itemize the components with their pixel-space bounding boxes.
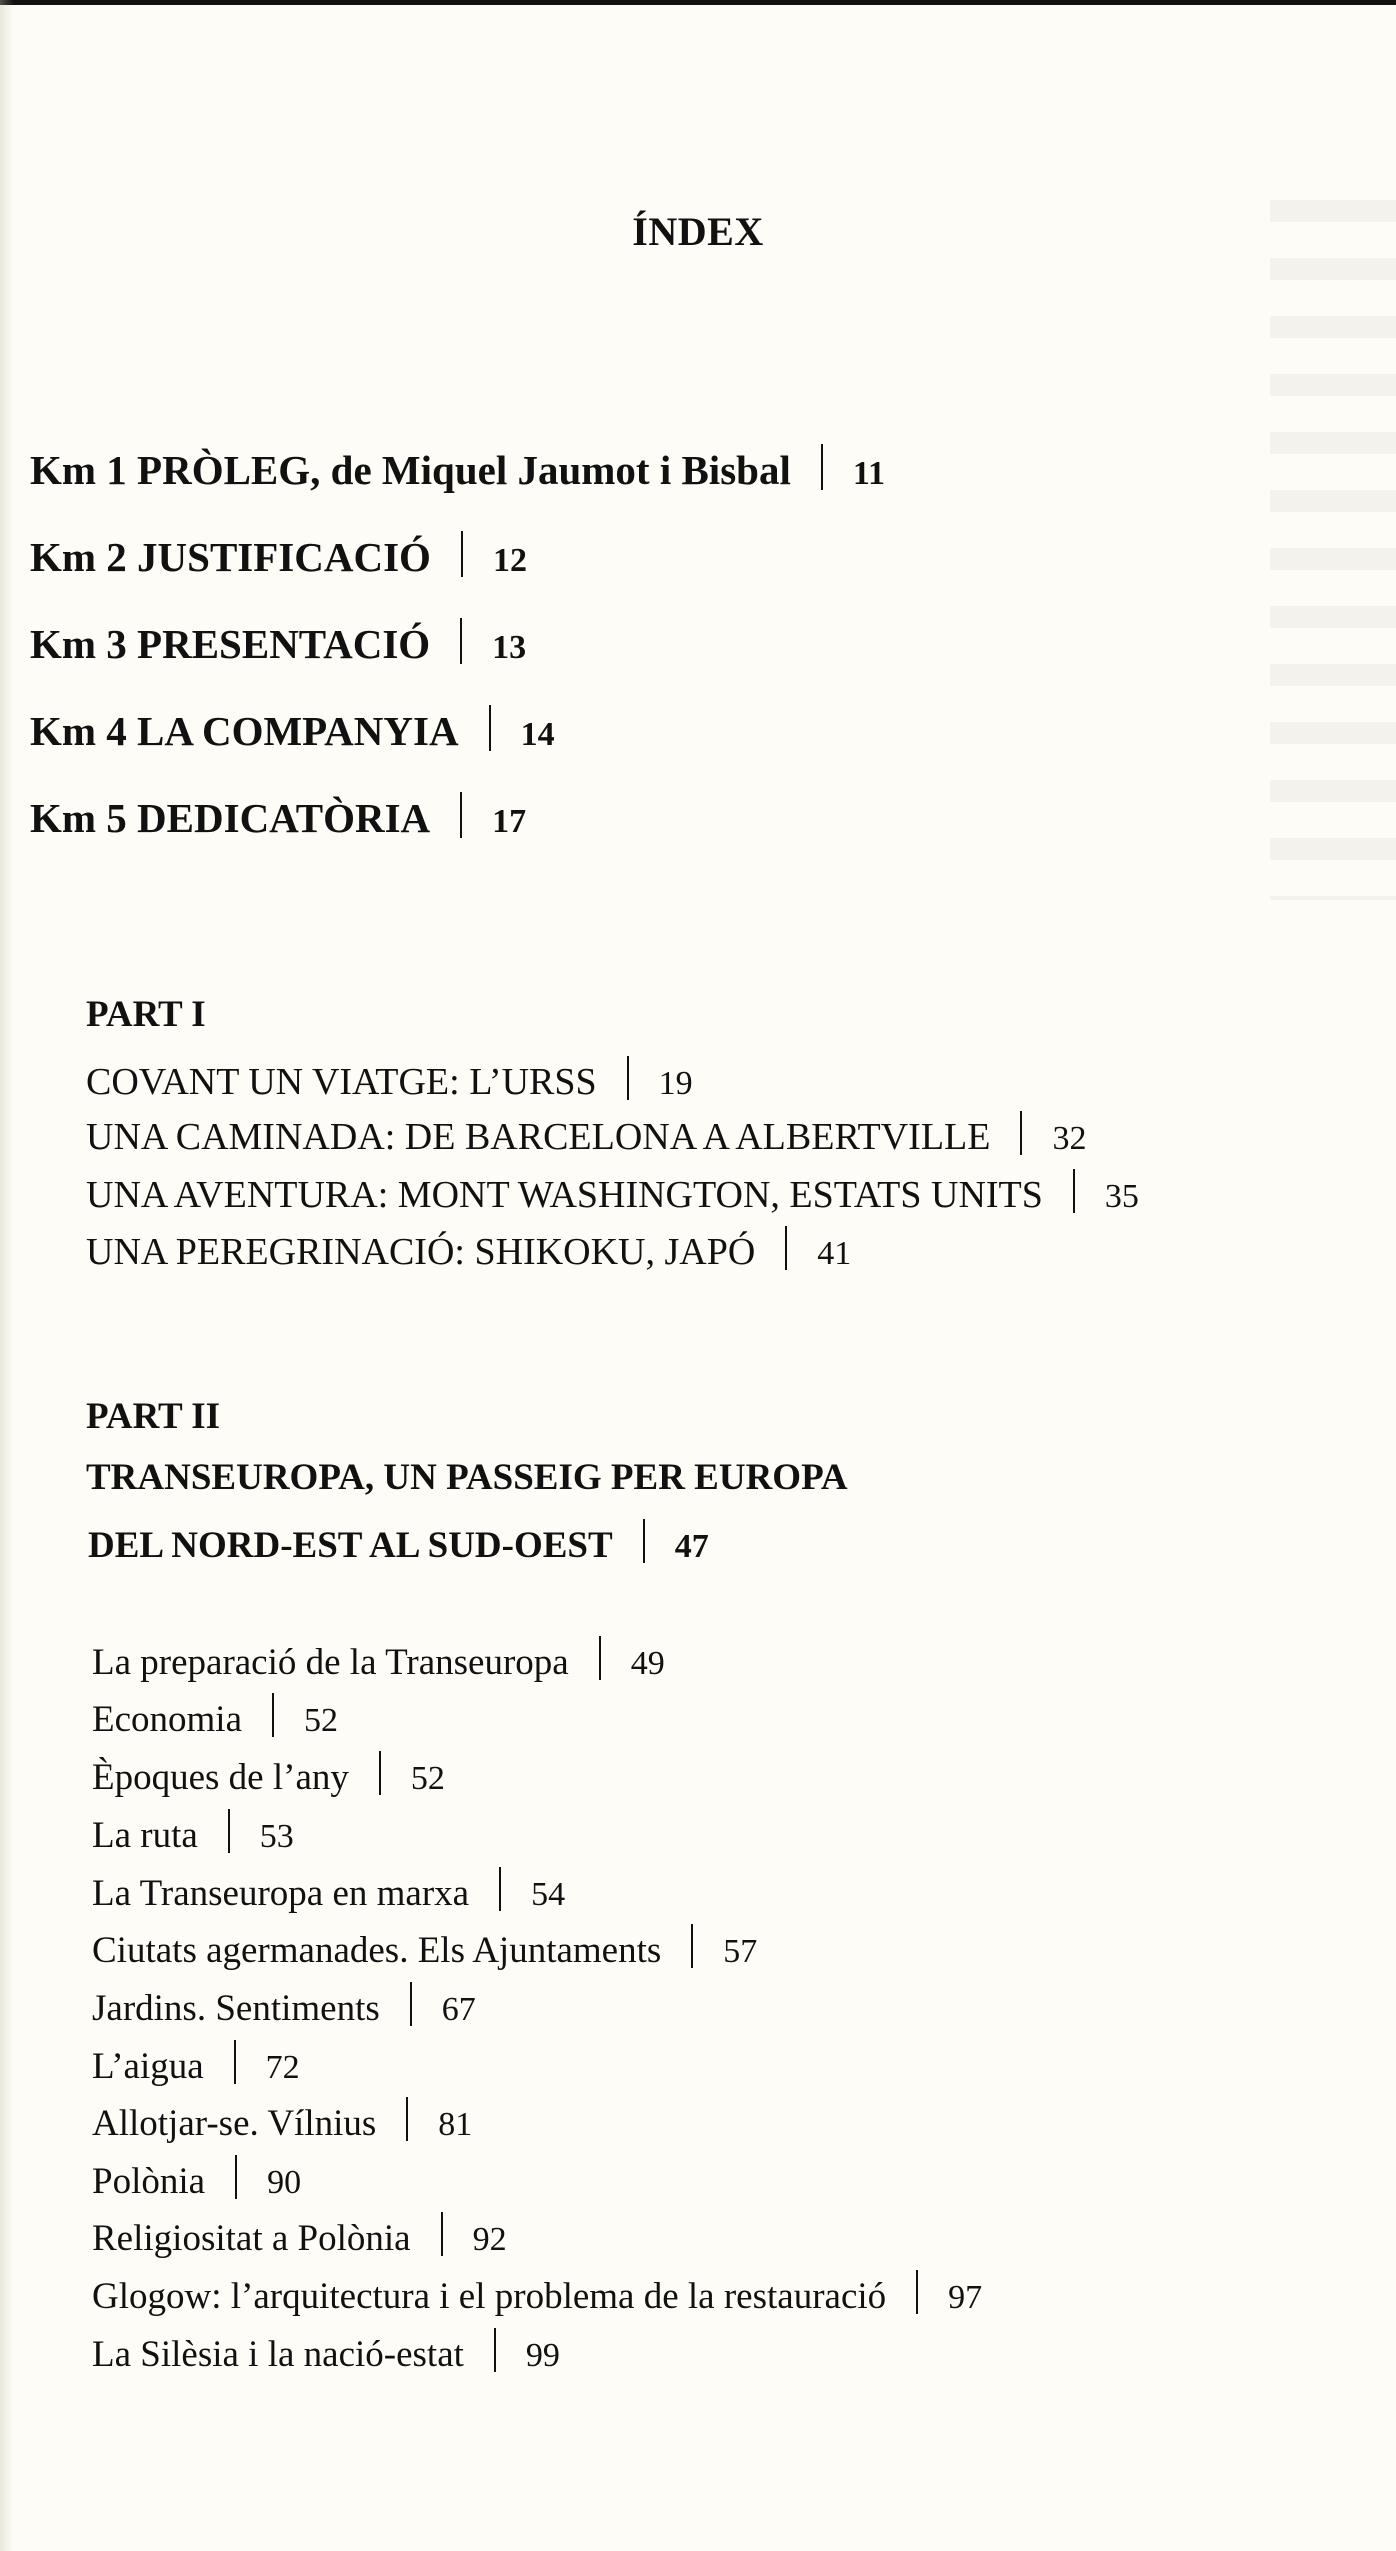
part2-title-line2[interactable] — [88, 1513, 709, 1567]
toc-entry[interactable] — [92, 2091, 472, 2145]
toc-entry[interactable] — [86, 1163, 1139, 1217]
toc-entry-presentacio[interactable] — [30, 612, 526, 668]
separator — [460, 792, 462, 838]
entry-page: 52 — [410, 1760, 445, 1797]
separator — [821, 444, 823, 490]
entry-label: Polònia — [92, 2161, 206, 2202]
separator — [461, 531, 463, 577]
entry-label: COVANT UN VIATGE: L’URSS — [86, 1061, 597, 1103]
entry-label: Ciutats agermanades. Els Ajuntaments — [92, 1930, 662, 1971]
toc-entry[interactable] — [86, 1220, 851, 1274]
entry-label: L’aigua — [92, 2046, 204, 2087]
part1-heading: PART I — [86, 994, 206, 1035]
entry-page: 81 — [438, 2106, 473, 2143]
entry-label: Km 5 DEDICATÒRIA — [30, 795, 431, 841]
entry-page: 19 — [658, 1065, 693, 1102]
scan-edge — [0, 0, 1396, 5]
entry-label: Km 1 PRÒLEG, de Miquel Jaumot i Bisbal — [30, 447, 791, 493]
entry-label: Religiositat a Polònia — [92, 2218, 411, 2259]
toc-entry[interactable] — [86, 1105, 1086, 1159]
separator — [460, 618, 462, 664]
toc-entry[interactable] — [92, 2206, 507, 2260]
entry-label: La preparació de la Transeuropa — [92, 1642, 569, 1683]
entry-page: 67 — [441, 1991, 476, 2028]
separator — [489, 705, 491, 751]
entry-page: 47 — [674, 1528, 709, 1565]
entry-page: 53 — [259, 1818, 294, 1855]
toc-entry[interactable] — [92, 2034, 300, 2088]
toc-entry[interactable] — [86, 1050, 693, 1104]
entry-label: La Silèsia i la nació-estat — [92, 2334, 464, 2375]
separator — [1073, 1169, 1075, 1213]
entry-page: 41 — [817, 1235, 852, 1272]
separator — [228, 1809, 230, 1853]
part2-heading: PART II — [86, 1396, 221, 1437]
separator — [1020, 1111, 1022, 1155]
toc-entry[interactable] — [92, 2149, 301, 2203]
entry-label: Km 4 LA COMPANYIA — [30, 708, 459, 754]
entry-page: 99 — [525, 2337, 560, 2374]
entry-label: UNA AVENTURA: MONT WASHINGTON, ESTATS UNITS — [86, 1174, 1043, 1216]
entry-page: 54 — [531, 1876, 566, 1913]
toc-entry[interactable] — [92, 2322, 560, 2376]
entry-page: 12 — [492, 542, 527, 579]
toc-entry-justificacio[interactable] — [30, 525, 527, 581]
toc-entry[interactable] — [92, 1745, 445, 1799]
entry-page: 32 — [1052, 1120, 1087, 1157]
separator — [499, 1867, 501, 1911]
entry-label: Jardins. Sentiments — [92, 1988, 380, 2029]
entry-label: La ruta — [92, 1815, 198, 1856]
entry-page: 72 — [265, 2049, 300, 2086]
toc-entry-prologue[interactable] — [30, 438, 885, 494]
page-gutter-shadow — [0, 0, 14, 2551]
entry-page: 14 — [520, 716, 555, 753]
entry-label: DEL NORD-EST AL SUD-OEST — [88, 1525, 613, 1566]
page-title: ÍNDEX — [632, 209, 764, 254]
toc-entry-dedicatoria[interactable] — [30, 786, 526, 842]
entry-page: 57 — [723, 1933, 758, 1970]
separator — [410, 1982, 412, 2026]
entry-label: Glogow: l’arquitectura i el problema de la restauració — [92, 2276, 887, 2317]
toc-entry[interactable] — [92, 1918, 757, 1972]
entry-label: Km 3 PRESENTACIÓ — [30, 621, 431, 667]
toc-entry[interactable] — [92, 1630, 665, 1684]
toc-entry[interactable] — [92, 1803, 294, 1857]
separator — [494, 2328, 496, 2372]
separator — [627, 1056, 629, 1100]
entry-label: UNA CAMINADA: DE BARCELONA A ALBERTVILLE — [86, 1116, 991, 1158]
separator — [406, 2097, 408, 2141]
toc-entry-companyia[interactable] — [30, 699, 555, 755]
separator — [234, 2040, 236, 2084]
entry-label: La Transeuropa en marxa — [92, 1873, 470, 1914]
entry-label: Economia — [92, 1699, 243, 1740]
toc-entry[interactable] — [92, 1861, 565, 1915]
entry-page: 97 — [948, 2279, 983, 2316]
entry-page: 90 — [267, 2164, 302, 2201]
entry-page: 49 — [630, 1645, 665, 1682]
bleed-through-text — [1270, 200, 1396, 900]
entry-page: 11 — [852, 455, 885, 492]
separator — [599, 1636, 601, 1680]
toc-entry[interactable] — [92, 2264, 982, 2318]
entry-page: 35 — [1104, 1178, 1139, 1215]
entry-page: 13 — [492, 629, 527, 666]
separator — [272, 1693, 274, 1737]
entry-label: Km 2 JUSTIFICACIÓ — [30, 534, 431, 580]
separator — [785, 1226, 787, 1270]
entry-page: 52 — [304, 1702, 339, 1739]
entry-label: Èpoques de l’any — [92, 1757, 349, 1798]
separator — [643, 1519, 645, 1563]
toc-entry[interactable] — [92, 1976, 476, 2030]
entry-label: UNA PEREGRINACIÓ: SHIKOKU, JAPÓ — [86, 1231, 756, 1273]
part2-title-line1: TRANSEUROPA, UN PASSEIG PER EUROPA — [86, 1457, 848, 1498]
toc-entry[interactable] — [92, 1687, 338, 1741]
separator — [691, 1924, 693, 1968]
separator — [235, 2155, 237, 2199]
separator — [379, 1751, 381, 1795]
separator — [916, 2270, 918, 2314]
entry-page: 17 — [492, 803, 527, 840]
separator — [441, 2212, 443, 2256]
entry-page: 92 — [472, 2221, 507, 2258]
entry-label: Allotjar-se. Vílnius — [92, 2103, 377, 2144]
